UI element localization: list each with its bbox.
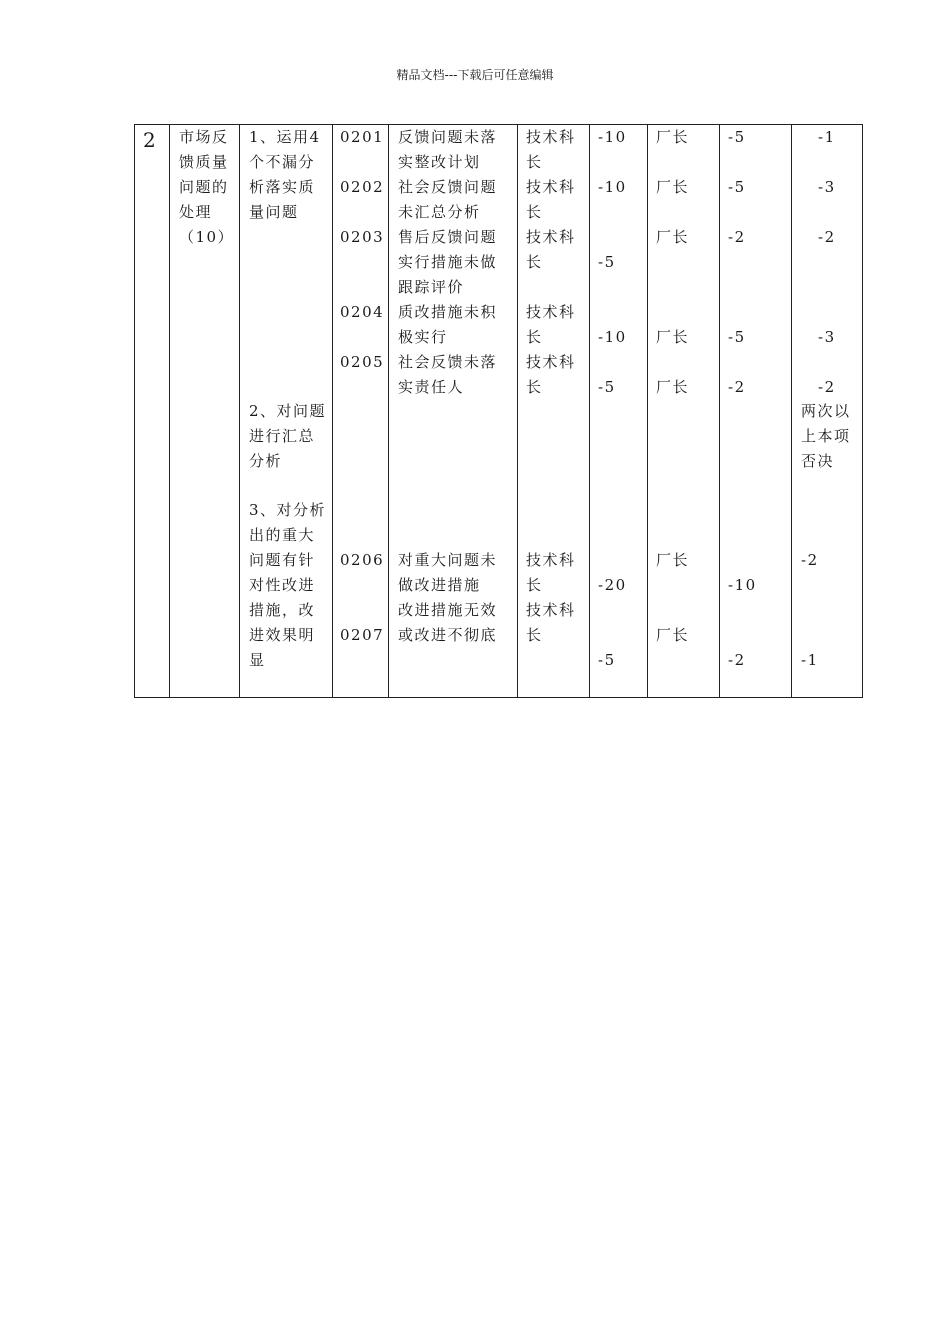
dept-line: 长: [526, 328, 543, 346]
score-2: -5: [728, 128, 746, 146]
code: 0207: [340, 626, 385, 644]
requirement-3-line: 出的重大: [249, 526, 316, 544]
col-leader: [648, 125, 720, 698]
dept-line: 技术科: [526, 303, 576, 321]
dept-line: 技术科: [526, 128, 576, 146]
score-3: -3: [818, 178, 836, 196]
score-2: -5: [728, 328, 746, 346]
dept-line: 长: [526, 203, 543, 221]
score-1: -10: [598, 178, 627, 196]
leader-label: 厂长: [656, 178, 690, 196]
issue-line: 质改措施未积: [398, 303, 498, 321]
requirement-1-line: 个不漏分: [249, 153, 316, 171]
issue-line: 或改进不彻底: [398, 626, 498, 644]
score-2: -10: [728, 576, 757, 594]
score-1: -5: [598, 378, 616, 396]
requirement-3-line: 3、对分析: [249, 501, 327, 519]
issue-line: 未汇总分析: [398, 203, 481, 221]
veto-note-line: 两次以: [801, 402, 851, 420]
leader-label: 厂长: [656, 378, 690, 396]
dept-line: 长: [526, 626, 543, 644]
requirement-1-line: 析落实质: [249, 178, 316, 196]
requirement-1-line: 量问题: [249, 203, 299, 221]
requirement-3-line: 进效果明: [249, 626, 316, 644]
leader-label: 厂长: [656, 626, 690, 644]
col-department: [518, 125, 590, 698]
col-score-2: [720, 125, 792, 698]
code: 0205: [340, 353, 385, 371]
score-1: -10: [598, 128, 627, 146]
score-3: -2: [818, 378, 836, 396]
code: 0206: [340, 551, 385, 569]
requirement-2-line: 2、对问题: [249, 402, 327, 420]
score-2: -2: [728, 228, 746, 246]
requirement-3-line: 显: [249, 651, 266, 669]
issue-line: 社会反馈问题: [398, 178, 498, 196]
veto-note-line: 否决: [801, 452, 835, 470]
col-issues: [389, 125, 518, 698]
leader-label: 厂长: [656, 228, 690, 246]
page-header: 精品文档---下载后可任意编辑: [396, 68, 554, 82]
requirement-2-line: 分析: [249, 452, 283, 470]
score-3: -3: [818, 328, 836, 346]
dept-line: 技术科: [526, 178, 576, 196]
col-score-1: [590, 125, 648, 698]
issue-line: 实行措施未做: [398, 253, 498, 271]
col-codes: [333, 125, 389, 698]
code: 0201: [340, 128, 385, 146]
assessment-table: [134, 124, 862, 698]
issue-line: 跟踪评价: [398, 278, 465, 296]
leader-label: 厂长: [656, 551, 690, 569]
col-score-3: [792, 125, 863, 698]
score-3: -1: [801, 651, 819, 669]
score-1: -10: [598, 328, 627, 346]
item-name-line: 馈质量: [179, 153, 229, 171]
code: 0203: [340, 228, 385, 246]
score-2: -5: [728, 178, 746, 196]
issue-line: 实责任人: [398, 378, 465, 396]
issue-line: 售后反馈问题: [398, 228, 498, 246]
issue-line: 反馈问题未落: [398, 128, 498, 146]
requirement-1-line: 1、运用4: [249, 128, 321, 146]
score-1: -5: [598, 651, 616, 669]
item-number: 2: [143, 128, 156, 152]
issue-line: 对重大问题未: [398, 551, 498, 569]
code: 0202: [340, 178, 385, 196]
col-item-name: [170, 125, 240, 698]
dept-line: 技术科: [526, 353, 576, 371]
score-3: -2: [801, 551, 819, 569]
leader-label: 厂长: [656, 328, 690, 346]
dept-line: 技术科: [526, 601, 576, 619]
item-name-line: 问题的: [179, 178, 229, 196]
code: 0204: [340, 303, 385, 321]
score-1: -20: [598, 576, 627, 594]
score-3: -2: [818, 228, 836, 246]
requirement-3-line: 措施，改: [249, 601, 316, 619]
issue-line: 改进措施无效: [398, 601, 498, 619]
issue-line: 社会反馈未落: [398, 353, 498, 371]
item-name-line: 处理: [179, 203, 213, 221]
score-2: -2: [728, 378, 746, 396]
dept-line: 长: [526, 153, 543, 171]
requirement-3-line: 对性改进: [249, 576, 316, 594]
dept-line: 长: [526, 253, 543, 271]
dept-line: 长: [526, 378, 543, 396]
score-3: -1: [818, 128, 836, 146]
issue-line: 极实行: [398, 328, 448, 346]
dept-line: 技术科: [526, 228, 576, 246]
veto-note-line: 上本项: [801, 427, 851, 445]
dept-line: 长: [526, 576, 543, 594]
score-2: -2: [728, 651, 746, 669]
score-1: -5: [598, 253, 616, 271]
leader-label: 厂长: [656, 128, 690, 146]
requirement-3-line: 问题有针: [249, 551, 316, 569]
issue-line: 做改进措施: [398, 576, 481, 594]
col-item-no: [135, 125, 170, 698]
requirement-2-line: 进行汇总: [249, 427, 316, 445]
dept-line: 技术科: [526, 551, 576, 569]
issue-line: 实整改计划: [398, 153, 481, 171]
item-name-line: 市场反: [179, 128, 229, 146]
item-score-total: （10）: [179, 228, 235, 246]
col-requirements: [240, 125, 333, 698]
